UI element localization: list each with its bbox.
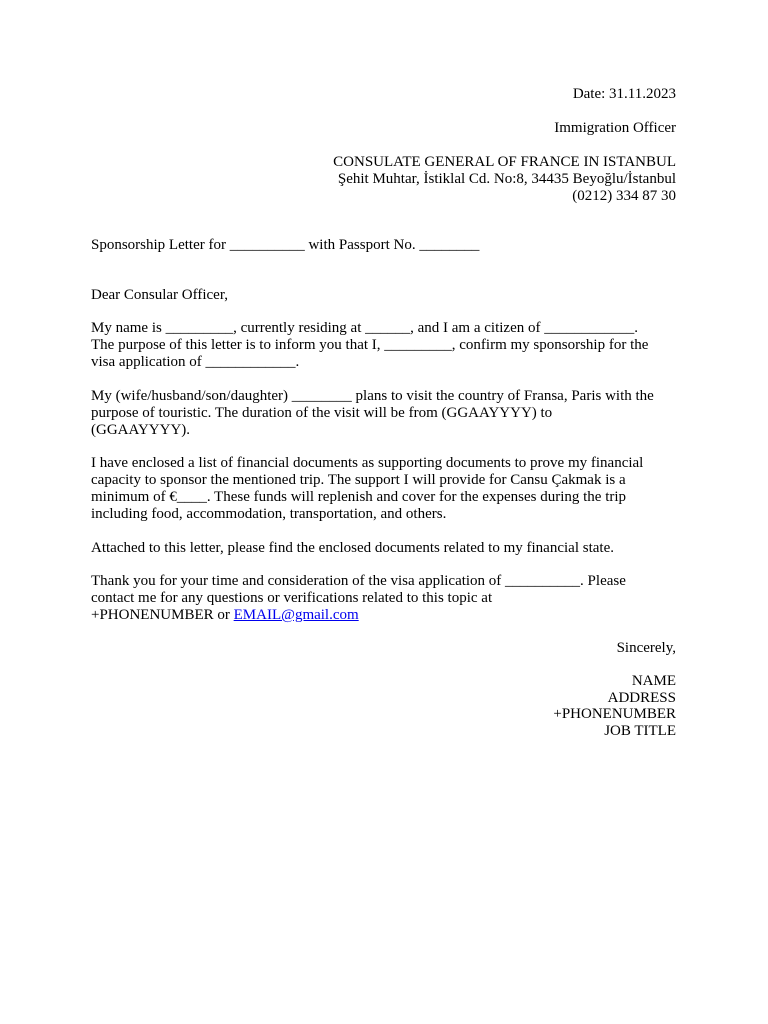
paragraph-line: visa application of ____________. (91, 354, 300, 370)
paragraph-line: I have enclosed a list of financial documents as supporting documents to prove my financial (91, 455, 644, 471)
paragraph-line: Thank you for your time and consideration of the visa application of __________. Please (91, 573, 626, 589)
consulate-phone: (0212) 334 87 30 (572, 188, 676, 204)
paragraph-thanks (91, 573, 681, 624)
paragraph-financial (91, 455, 681, 523)
closing-job-title: JOB TITLE (604, 723, 676, 739)
letter-date: Date: 31.11.2023 (572, 86, 676, 102)
paragraph-line: contact me for any questions or verifications related to this topic at (91, 590, 493, 606)
paragraph-intro (91, 320, 681, 371)
consulate-name: CONSULATE GENERAL OF FRANCE IN ISTANBUL (333, 154, 676, 170)
email-link[interactable]: EMAIL@gmail.com (233, 607, 359, 623)
consulate-address: Şehit Muhtar, İstiklal Cd. No:8, 34435 Beyoğlu/İstanbul (337, 171, 676, 187)
letter-salutation: Dear Consular Officer, (91, 287, 228, 303)
phone-placeholder: +PHONENUMBER or (91, 607, 234, 623)
paragraph-line: Attached to this letter, please find the enclosed documents related to my financial state. (91, 540, 614, 556)
paragraph-line: purpose of touristic. The duration of the visit will be from (GGAAYYYY) to (91, 405, 553, 421)
closing-sincerely: Sincerely, (616, 640, 676, 656)
paragraph-line: My name is _________, currently residing at ______, and I am a citizen of ____________. (91, 320, 638, 336)
paragraph-line: The purpose of this letter is to inform you that I, _________, confirm my sponsorship for the (91, 337, 649, 353)
paragraph-line: including food, accommodation, transportation, and others. (91, 506, 447, 522)
closing-name: NAME (631, 673, 676, 689)
paragraph-line: (GGAAYYYY). (91, 422, 191, 438)
letter-subject: Sponsorship Letter for __________ with Passport No. ________ (91, 237, 480, 253)
closing-address: ADDRESS (607, 690, 676, 706)
closing-phone: +PHONENUMBER (553, 706, 676, 722)
paragraph-line-contact (91, 607, 681, 624)
paragraph-attachments (91, 540, 681, 557)
paragraph-line: minimum of €____. These funds will replenish and cover for the expenses during the trip (91, 489, 627, 505)
recipient-title: Immigration Officer (554, 120, 676, 136)
paragraph-line: My (wife/husband/son/daughter) ________ plans to visit the country of Fransa, Paris with the (91, 388, 654, 404)
paragraph-visit (91, 388, 681, 439)
paragraph-line: capacity to sponsor the mentioned trip. The support I will provide for Cansu Çakmak is a (91, 472, 626, 488)
